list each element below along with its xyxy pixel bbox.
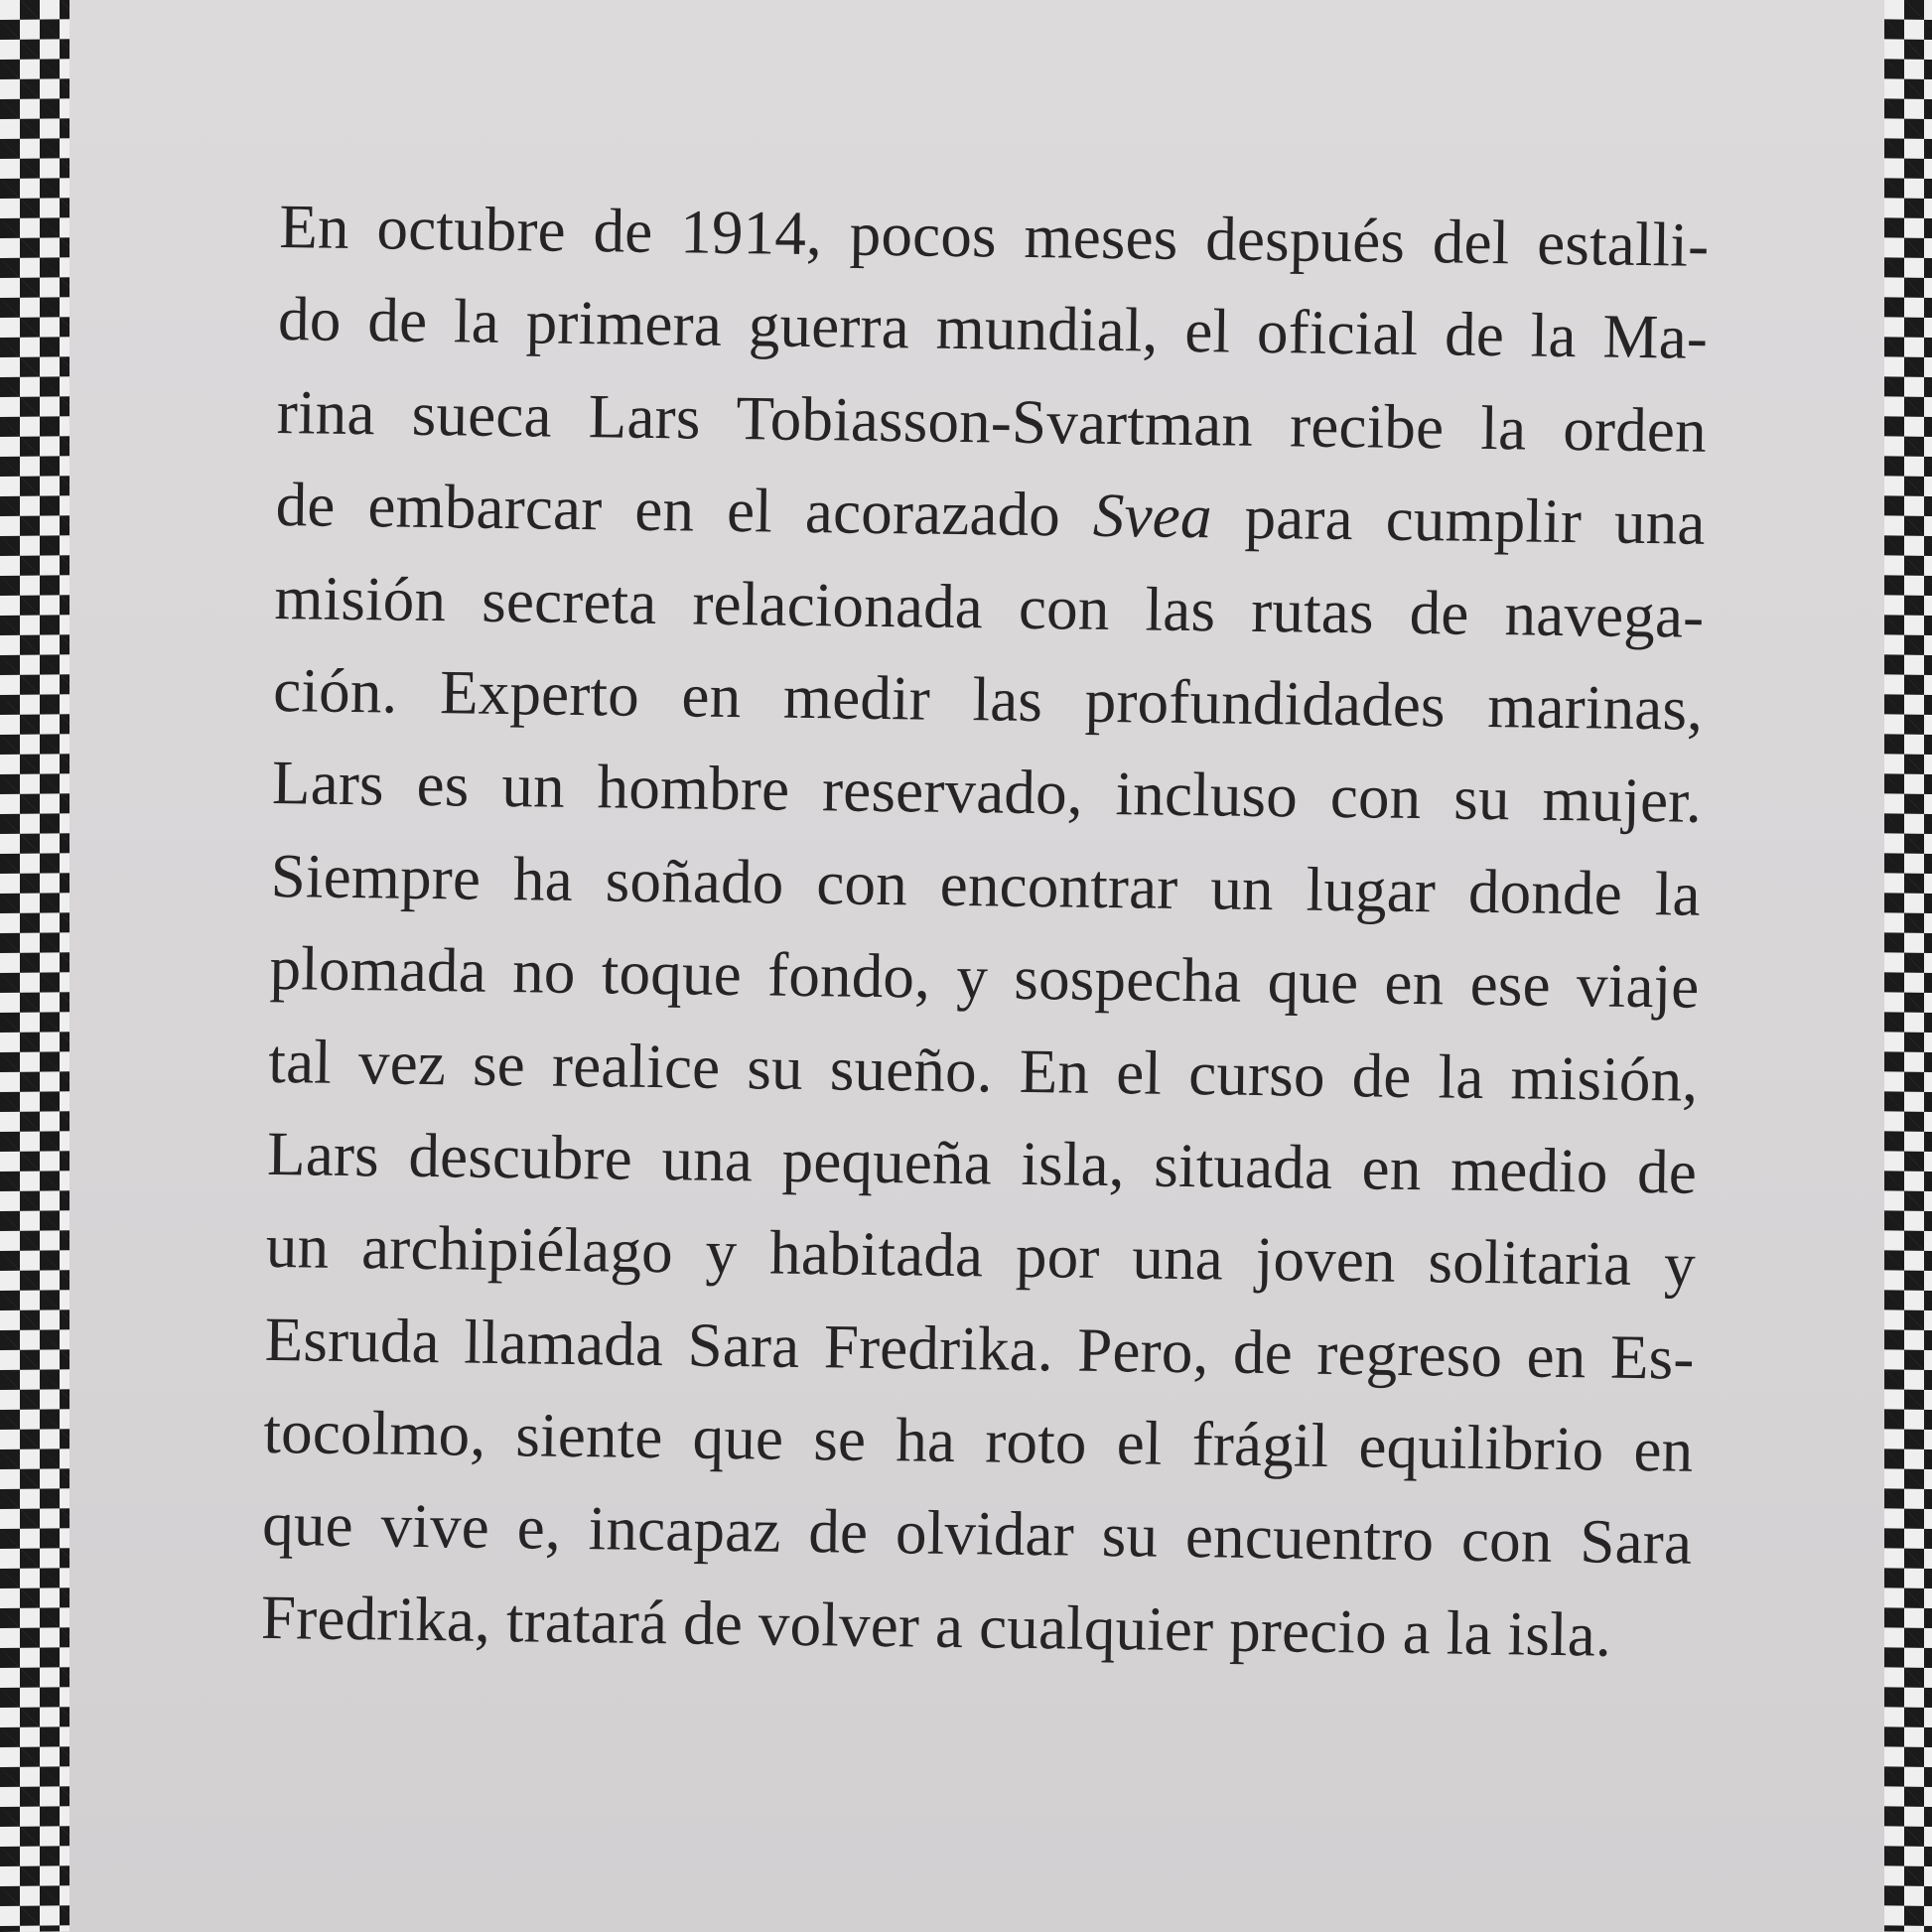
synopsis-text-segment: para cumplir una — [1211, 482, 1707, 558]
synopsis-line: un archipiélago y habitada por una joven solitaria y — [265, 1211, 1697, 1301]
synopsis-line: Fredrika, tratará de volver a cualquier precio a la isla. — [260, 1582, 1612, 1670]
synopsis-line: Lars descubre una pequeña isla, situada en medio de — [266, 1118, 1698, 1207]
checkered-border-right — [1884, 0, 1932, 1932]
synopsis-text-segment: de embarcar en el acorazado — [275, 470, 1094, 550]
synopsis-line — [275, 459, 1706, 570]
synopsis-line: do de la primera guerra mundial, el oficial de la Ma- — [277, 284, 1709, 373]
ship-name-italic: Svea — [1092, 480, 1213, 552]
synopsis-line: que vive e, incapaz de olvidar su encuentro con Sara — [261, 1489, 1693, 1579]
synopsis-line: Esruda llamada Sara Fredrika. Pero, de regreso en Es- — [264, 1304, 1696, 1393]
synopsis-text — [260, 181, 1709, 1683]
checkered-border-left — [0, 0, 69, 1932]
synopsis-line: rina sueca Lars Tobiasson-Svartman recibe la orden — [276, 376, 1708, 466]
synopsis-line: tocolmo, siente que se ha roto el frágil equilibrio en — [263, 1396, 1694, 1485]
synopsis-line: Siempre ha soñado con encontrar un lugar donde la — [270, 840, 1702, 929]
synopsis-line: plomada no toque fondo, y sospecha que en ese viaje — [269, 933, 1700, 1022]
synopsis-line: ción. Experto en medir las profundidades marinas, — [272, 654, 1704, 744]
synopsis-line: misión secreta relacionada con las rutas de navega- — [274, 562, 1705, 651]
synopsis-line: En octubre de 1914, pocos meses después del estalli- — [278, 191, 1710, 280]
synopsis-line: tal vez se realice su sueño. En el curso de la misión, — [267, 1026, 1699, 1115]
synopsis-line: Lars es un hombre reservado, incluso con su mujer. — [271, 748, 1703, 837]
